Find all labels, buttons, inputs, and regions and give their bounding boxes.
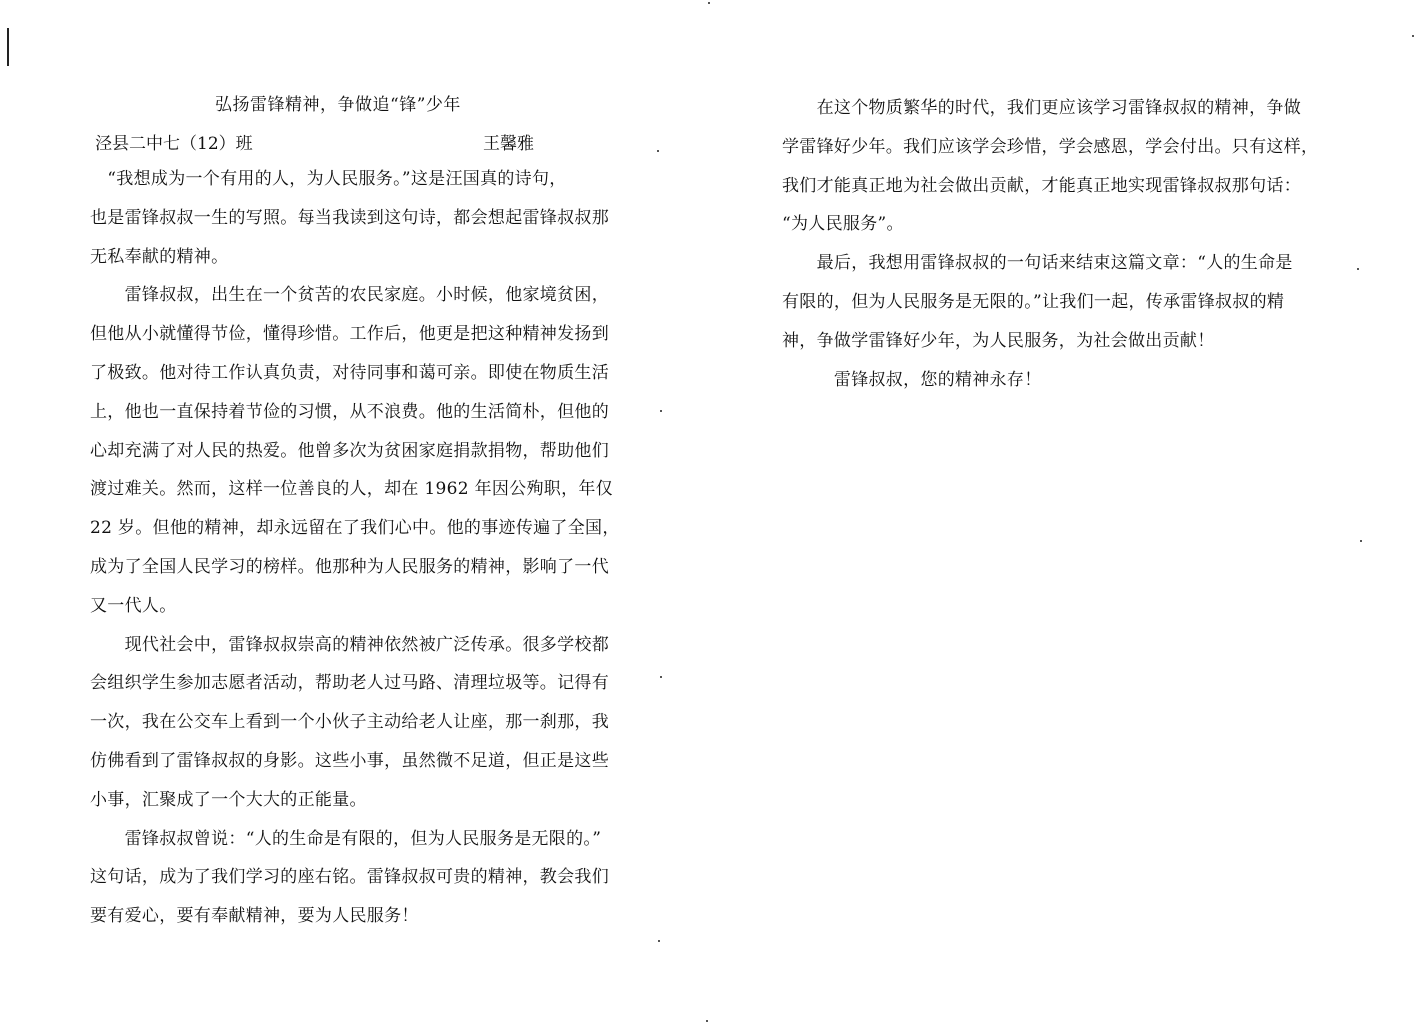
text-line: 也是雷锋叔叔一生的写照。每当我读到这句诗，都会想起雷锋叔叔那 [90, 207, 609, 228]
right-body-text [782, 98, 1319, 408]
text-line: 小事，汇聚成了一个大大的正能量。 [90, 789, 367, 810]
text-line: 现代社会中，雷锋叔叔崇高的精神依然被广泛传承。很多学校都 [90, 634, 609, 655]
text-line: 会组织学生参加志愿者活动，帮助老人过马路、清理垃圾等。记得有 [90, 673, 609, 694]
text-line: 上，他也一直保持着节俭的习惯，从不浪费。他的生活简朴，但他的 [90, 401, 609, 422]
text-line: 成为了全国人民学习的榜样。他那种为人民服务的精神，影响了一代 [90, 556, 609, 577]
scan-edge-mark [7, 28, 9, 66]
text-line: 仿佛看到了雷锋叔叔的身影。这些小事，虽然微不足道，但正是这些 [90, 750, 609, 771]
text-line: 有限的，但为人民服务是无限的。”让我们一起，传承雷锋叔叔的精 [782, 291, 1285, 312]
text-line: 了极致。他对待工作认真负责，对待同事和蔼可亲。即使在物质生活 [90, 362, 609, 383]
text-line: 一次，我在公交车上看到一个小伙子主动给老人让座，那一刹那，我 [90, 712, 609, 733]
scan-speck [706, 1020, 708, 1022]
scan-speck [660, 410, 662, 412]
text-line: 雷锋叔叔，您的精神永存！ [782, 369, 1042, 390]
text-line: 我们才能真正地为社会做出贡献，才能真正地实现雷锋叔叔那句话： [782, 175, 1301, 196]
text-line: 心却充满了对人民的热爱。他曾多次为贫困家庭捐款捐物，帮助他们 [90, 440, 609, 461]
text-line: “为人民服务”。 [782, 214, 904, 235]
scan-speck [657, 150, 659, 152]
essay-title: 弘扬雷锋精神，争做追“锋”少年 [215, 95, 461, 115]
text-line: 在这个物质繁华的时代，我们更应该学习雷锋叔叔的精神，争做 [782, 98, 1301, 118]
author-name: 王馨雅 [483, 134, 534, 154]
scan-speck [658, 940, 660, 942]
text-line: 要有爱心，要有奉献精神，要为人民服务！ [90, 906, 419, 927]
text-line: 最后，我想用雷锋叔叔的一句话来结束这篇文章：“人的生命是 [782, 253, 1293, 274]
text-line: 雷锋叔叔曾说：“人的生命是有限的，但为人民服务是无限的。” [90, 828, 602, 849]
left-body-text [90, 169, 620, 945]
text-line: “我想成为一个有用的人，为人民服务。”这是汪国真的诗句， [90, 169, 567, 189]
text-line: 但他从小就懂得节俭，懂得珍惜。工作后，他更是把这种精神发扬到 [90, 324, 609, 345]
scan-speck [708, 2, 710, 4]
text-line: 渡过难关。然而，这样一位善良的人，却在 1962 年因公殉职，年仅 [90, 479, 613, 500]
text-line: 22 岁。但他的精神，却永远留在了我们心中。他的事迹传遍了全国， [90, 518, 620, 539]
text-line: 这句话，成为了我们学习的座右铭。雷锋叔叔可贵的精神，教会我们 [90, 867, 609, 888]
text-line: 雷锋叔叔，出生在一个贫苦的农民家庭。小时候，他家境贫困， [90, 285, 609, 306]
scan-speck [660, 676, 662, 678]
scan-speck [1357, 268, 1359, 270]
text-line: 神，争做学雷锋好少年，为人民服务，为社会做出贡献！ [782, 330, 1215, 351]
text-line: 无私奉献的精神。 [90, 246, 229, 267]
scan-speck [1412, 35, 1414, 37]
text-line: 学雷锋好少年。我们应该学会珍惜，学会感恩，学会付出。只有这样， [782, 136, 1319, 157]
text-line: 又一代人。 [90, 595, 177, 616]
class-info: 泾县二中七（12）班 [95, 134, 253, 154]
scan-speck [1360, 540, 1362, 542]
